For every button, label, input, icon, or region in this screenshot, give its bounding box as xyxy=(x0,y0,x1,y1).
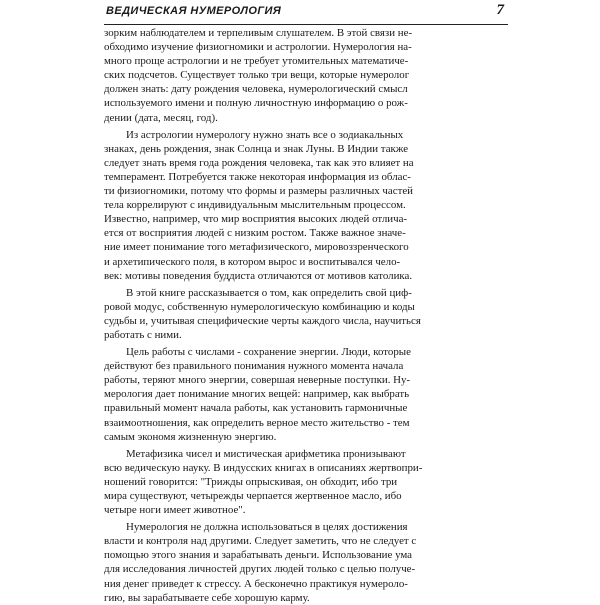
text-line: знаках, день рождения, знак Солнца и знак Луны. В Индии также xyxy=(104,142,409,155)
text-line: гию, вы зарабатываете себе хорошую карму. xyxy=(104,591,310,604)
text-line: всю ведическую науку. В индусских книгах в описаниях жертвопри- xyxy=(104,461,423,474)
text-line: правильный момент начала работы, как установить гармоничные xyxy=(104,402,408,415)
text-line: мерология дает понимание многих вещей: например, как выбрать xyxy=(104,388,410,401)
text-line: самым экономя жизненную энергию. xyxy=(104,430,277,443)
text-line: много проще астрологии и не требует утомительных математиче- xyxy=(104,55,409,68)
page-number: 7 xyxy=(496,2,504,18)
paragraph xyxy=(104,447,508,517)
text-line: работать с ними. xyxy=(104,328,182,341)
text-line: ти физиогномики, потому что формы и размеры различных частей xyxy=(104,185,413,198)
text-line: Известно, например, что мир восприятия высоких людей отлича- xyxy=(104,213,408,226)
text-line: дении (дата, месяц, год). xyxy=(104,111,218,124)
text-line: должен знать: дату рождения человека, нумерологический смысл xyxy=(104,83,408,96)
text-line: В этой книге рассказывается о том, как определить свой циф- xyxy=(126,286,412,299)
text-line: темперамент. Потребуется также некоторая информация из облас- xyxy=(104,170,411,183)
text-line: власти и контроля над другими. Следует заметить, что не следует с xyxy=(104,535,417,548)
body-text xyxy=(104,25,508,605)
book-title: ВЕДИЧЕСКАЯ НУМЕРОЛОГИЯ xyxy=(106,5,282,17)
text-line: для исследования личностей других людей только с целью получе- xyxy=(104,563,416,576)
text-line: мира существуют, четырежды черпается жертвенное масло, ибо xyxy=(104,490,402,502)
book-page xyxy=(104,2,508,604)
paragraph xyxy=(104,345,508,444)
text-line: используемого имени и полную личностную информацию о рож- xyxy=(104,97,408,110)
text-line: и архетипического поля, в котором вырос и воспитывался чело- xyxy=(104,255,401,268)
text-line: ние имеет понимание того метафизического, мировоззренческого xyxy=(104,241,409,254)
text-line: судьбы и, учитывая специфические черты каждого числа, научиться xyxy=(104,314,421,327)
text-line: ния денег приведет к стрессу. А бесконечно практикуя нумероло- xyxy=(104,577,408,590)
paragraph xyxy=(104,286,508,342)
text-line: четыре ноги имеет животное". xyxy=(104,504,246,517)
text-line: действуют без правильного понимания нужного момента начала xyxy=(104,360,404,373)
text-line: Нумерология не должна использоваться в целях достижения xyxy=(126,521,408,534)
text-line: ских подсчетов. Существует только три вещи, которые нумеролог xyxy=(104,69,410,82)
running-header xyxy=(104,4,508,25)
text-line: ношений говорится: "Трижды опрыскивая, он обходит, ибо три xyxy=(104,475,398,488)
text-line: зорким наблюдателем и терпеливым слушателем. В этой связи не- xyxy=(104,27,413,39)
text-line: работы, теряют много энергии, совершая неверные поступки. Ну- xyxy=(104,374,411,387)
text-line: Цель работы с числами - сохранение энергии. Люди, которые xyxy=(126,346,411,359)
text-line: тела коррелируют с индивидуальным мыслительным процессом. xyxy=(104,199,406,212)
text-line: взаимоотношения, как определить верное место жительство - тем xyxy=(104,416,410,429)
text-line: ровой модус, собственную нумерологическую комбинацию и коды xyxy=(104,300,415,313)
paragraph xyxy=(104,520,508,605)
text-line: ется от восприятия людей с низким ростом. Также важное значе- xyxy=(104,227,406,240)
text-line: следует знать время года рождения человека, так как это влияет на xyxy=(104,156,414,169)
text-line: Из астрологии нумерологу нужно знать все о зодиакальных xyxy=(126,128,404,141)
text-line: помощью этого знания и зарабатывать деньги. Использование ума xyxy=(104,549,413,562)
paragraph xyxy=(104,128,508,283)
text-line: Метафизика чисел и мистическая арифметика пронизывают xyxy=(126,447,406,460)
text-line: век: мотивы поведения буддиста отличаются от мотивов католика. xyxy=(104,269,413,282)
text-line: обходимо изучение физиогномики и астрологии. Нумерология на- xyxy=(104,41,412,54)
paragraph xyxy=(104,26,508,125)
